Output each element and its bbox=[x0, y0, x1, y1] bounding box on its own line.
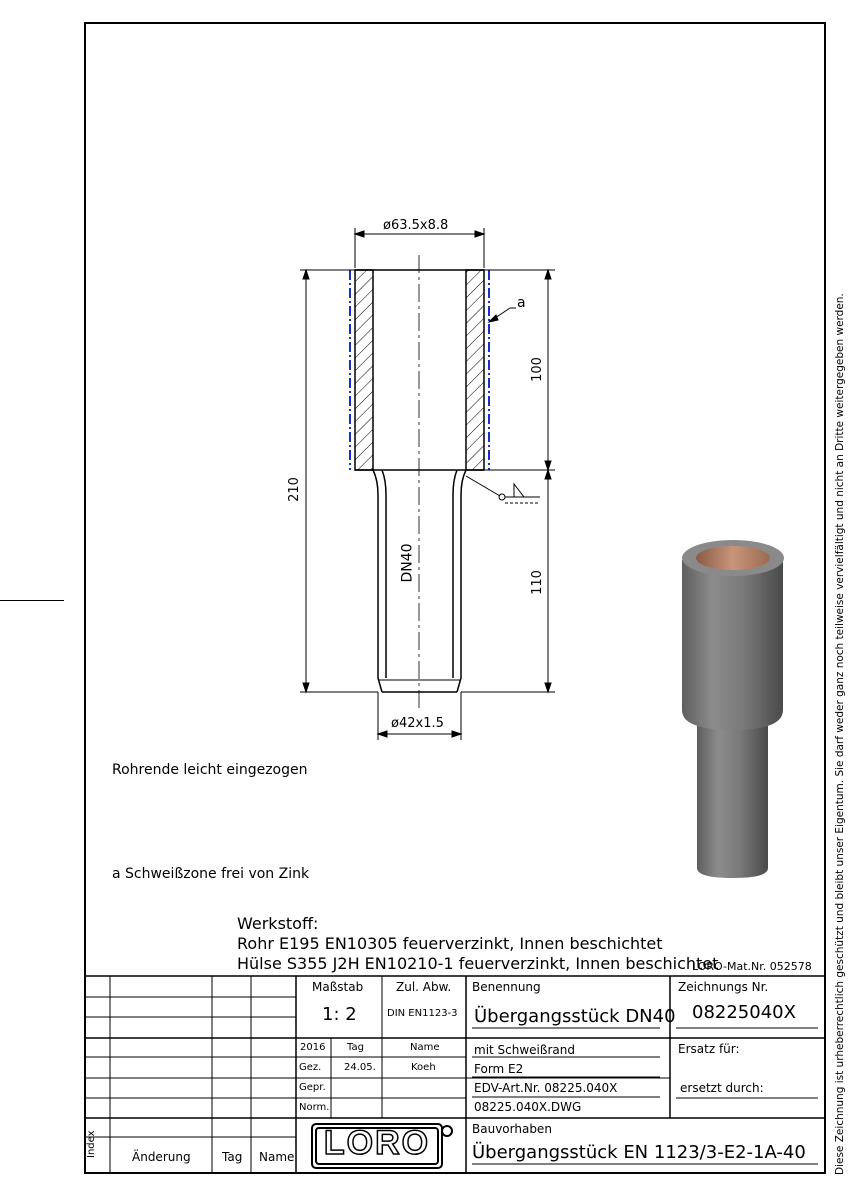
desc-line4: 08225.040X.DWG bbox=[474, 1100, 582, 1114]
rev-tag-label: Tag bbox=[222, 1150, 243, 1164]
copyright-notice: Diese Zeichnung ist urheberrechtlich geschützt und bleibt unser Eigentum. Sie darf weder ganz noch teilweise vervielfältigt und nicht an Dritte weitergegeben werden. bbox=[834, 293, 846, 1175]
dim-bottom-label: ø42x1.5 bbox=[391, 716, 444, 731]
gez-label: Gez. bbox=[299, 1062, 322, 1073]
name-label: Name bbox=[410, 1042, 440, 1053]
werkstoff-title: Werkstoff: bbox=[237, 914, 319, 933]
sleeve-section bbox=[355, 270, 484, 470]
ersatz-fuer: Ersatz für: bbox=[678, 1042, 740, 1056]
benennung-label: Benennung bbox=[472, 980, 541, 994]
dim-lower-label: 110 bbox=[529, 570, 545, 595]
zeichnungs-nr-label: Zeichnungs Nr. bbox=[678, 980, 769, 994]
mat-nr: LORO-Mat.Nr. 052578 bbox=[692, 960, 812, 973]
massstab-label: Maßstab bbox=[312, 980, 364, 994]
loro-logo-text: LORO bbox=[323, 1124, 431, 1162]
index-label: Index bbox=[86, 1130, 97, 1158]
note-rohrende: Rohrende leicht eingezogen bbox=[112, 762, 308, 778]
rev-name-label: Name bbox=[259, 1150, 295, 1164]
tag-label: Tag bbox=[347, 1042, 364, 1053]
leader-a bbox=[489, 308, 516, 322]
year: 2016 bbox=[300, 1042, 326, 1053]
dim-upper-label: 100 bbox=[529, 357, 545, 382]
zeichnungs-nr-value: 08225040X bbox=[692, 1002, 796, 1023]
zul-abw-label: Zul. Abw. bbox=[396, 980, 452, 994]
werkstoff-line2: Hülse S355 J2H EN10210-1 feuerverzinkt, Innen beschichtet bbox=[237, 954, 719, 973]
pipe-section bbox=[373, 470, 466, 692]
dim-total-label: 210 bbox=[286, 477, 302, 502]
massstab-value: 1: 2 bbox=[322, 1004, 357, 1025]
desc-line1: mit Schweißrand bbox=[474, 1043, 575, 1057]
werkstoff-line1: Rohr E195 EN10305 feuerverzinkt, Innen beschichtet bbox=[237, 934, 663, 953]
ersetzt-durch: ersetzt durch: bbox=[680, 1081, 764, 1095]
dim-top-label: ø63.5x8.8 bbox=[383, 218, 449, 233]
gepr-label: Gepr. bbox=[299, 1082, 326, 1093]
bauvorhaben-value: Übergangsstück EN 1123/3-E2-1A-40 bbox=[472, 1142, 806, 1163]
dim-top bbox=[355, 228, 484, 268]
aenderung-label: Änderung bbox=[132, 1150, 191, 1164]
pipe-render bbox=[682, 540, 784, 878]
a-label: a bbox=[517, 295, 526, 311]
bauvorhaben-label: Bauvorhaben bbox=[472, 1122, 552, 1136]
weld-symbol bbox=[466, 476, 540, 503]
desc-line2: Form E2 bbox=[474, 1062, 524, 1076]
desc-line3: EDV-Art.Nr. 08225.040X bbox=[474, 1081, 618, 1095]
norm-label: Norm. bbox=[299, 1102, 330, 1113]
gez-name: Koeh bbox=[411, 1062, 436, 1073]
benennung-value: Übergangsstück DN40 bbox=[474, 1006, 676, 1027]
zul-abw-value: DIN EN1123-3 bbox=[387, 1008, 458, 1019]
dn-label: DN40 bbox=[399, 543, 416, 583]
note-schweisszone: a Schweißzone frei von Zink bbox=[112, 866, 310, 882]
gez-tag: 24.05. bbox=[344, 1062, 376, 1073]
